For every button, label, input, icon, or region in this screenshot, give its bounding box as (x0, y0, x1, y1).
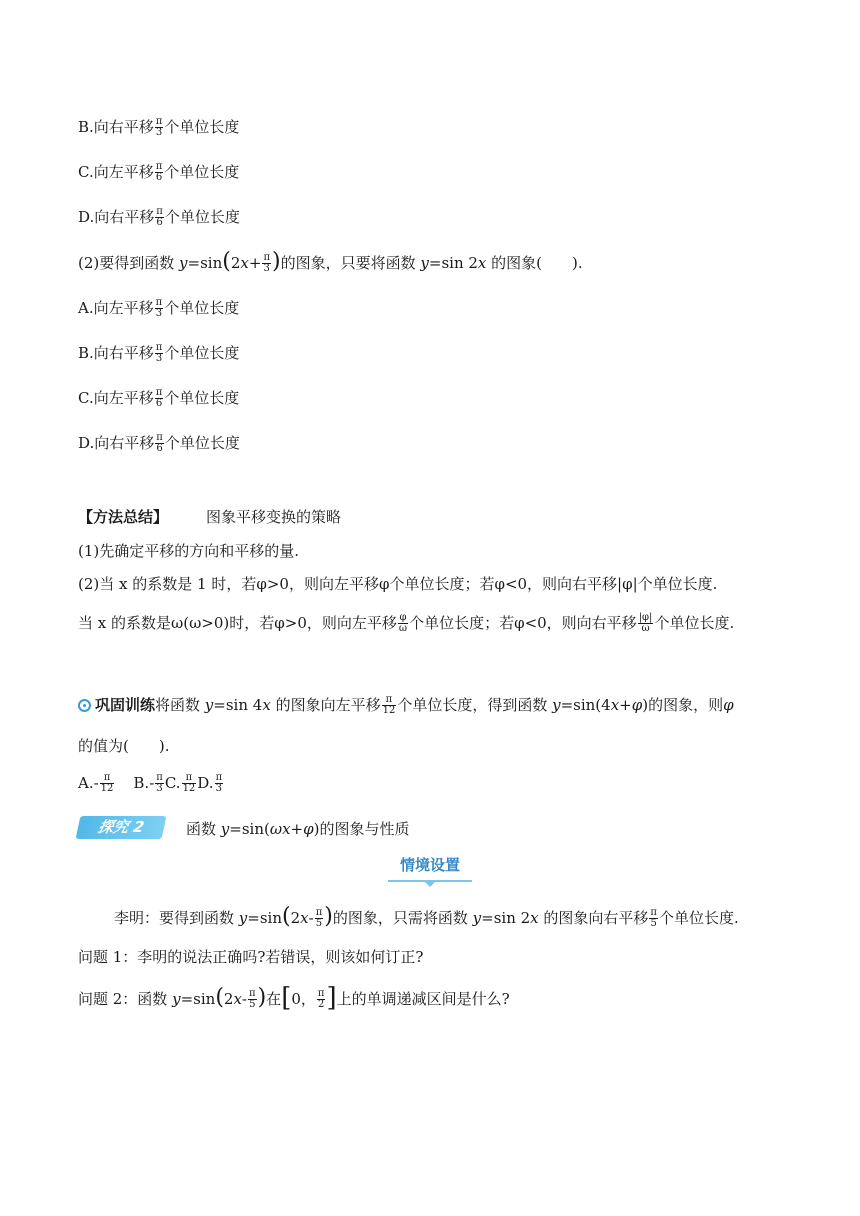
scenario-question-2: 问题 2：函数 y=sin(2x- $\frac{\pi}{5}$ )在[0， $\frac{\pi}{2}$ ]上的单调递减区间是什么? (78, 983, 510, 1013)
q1-option-b: B.向右平移 $\frac{\pi}{3}$ 个单位长度 (78, 115, 240, 138)
target-icon (78, 699, 91, 712)
q2-option-c: C.向左平移 $\frac{\pi}{6}$ 个单位长度 (78, 386, 240, 409)
q2-option-d: D.向右平移 $\frac{\pi}{6}$ 个单位长度 (78, 431, 240, 454)
scenario-question-1: 问题 1：李明的说法正确吗?若错误，则该如何订正? (78, 948, 424, 966)
scenario-statement: 李明：要得到函数 y=sin(2x- $\frac{\pi}{5}$ )的图象，只需将函数 y=sin 2x 的图象向右平移 $\frac{\pi}{5}$ 个单位长度. (114, 904, 739, 929)
practice-stem: 巩固训练将函数 y=sin 4x 的图象向左平移 $\frac{\pi}{12}$ 个单位长度，得到函数 y=sin(4x+φ)的图象，则φ (78, 694, 734, 717)
section-badge: 探究 2 (76, 816, 167, 839)
section-title: 函数 y=sin(ωx+φ)的图象与性质 (186, 820, 410, 838)
q2-stem: (2)要得到函数 y=sin(2x+ $\frac{\pi}{3}$ )的图象，只要将函数 y=sin 2x 的图象( ). (78, 249, 583, 274)
practice-line-2: 的值为( ). (78, 737, 170, 755)
method-label: 【方法总结】 (78, 508, 169, 526)
practice-options: A.- $\frac{\pi}{12}$ B.- $\frac{\pi}{3}$ C. $\frac{\pi}{12}$ D. $\frac{\pi}{3}$ (78, 771, 223, 794)
method-heading (78, 506, 341, 528)
scenario-title: 情境设置 (399, 856, 460, 874)
method-point-1: (1)先确定平移的方向和平移的量. (78, 542, 300, 560)
method-title: 图象平移变换的策略 (206, 508, 342, 526)
q2-option-b: B.向右平移 $\frac{\pi}{3}$ 个单位长度 (78, 341, 240, 364)
q2-option-a: A.向左平移 $\frac{\pi}{3}$ 个单位长度 (78, 296, 240, 319)
method-point-2: (2)当 x 的系数是 1 时，若φ>0，则向左平移φ个单位长度；若φ<0，则向右平移|φ|个单位长度. (78, 575, 718, 593)
practice-label: 巩固训练 (95, 696, 156, 714)
q1-option-c: C.向左平移 $\frac{\pi}{6}$ 个单位长度 (78, 160, 240, 183)
q1-option-d: D.向右平移 $\frac{\pi}{6}$ 个单位长度 (78, 205, 240, 228)
method-point-3: 当 x 的系数是ω(ω>0)时，若φ>0，则向左平移 $\frac{\varphi}{\omega}$ 个单位长度；若φ<0，则向右平移 $\frac{|\varphi|}{\omega}$ 个单位长度. (78, 611, 735, 634)
scenario-arrow-icon (423, 880, 437, 887)
